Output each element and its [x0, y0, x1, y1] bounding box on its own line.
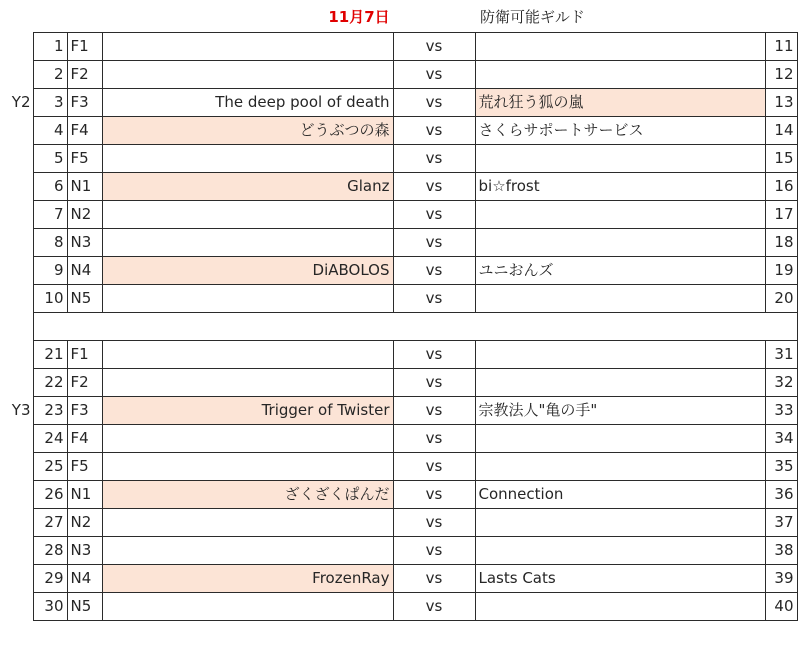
- opponent-number-cell: 39: [765, 565, 797, 593]
- position-cell: N2: [67, 509, 102, 537]
- right-guild-cell[interactable]: [475, 509, 765, 537]
- match-number-cell: 9: [33, 257, 67, 285]
- left-guild-cell[interactable]: [102, 201, 393, 229]
- opponent-number-cell: 34: [765, 425, 797, 453]
- position-cell: N4: [67, 257, 102, 285]
- right-guild-cell[interactable]: [475, 145, 765, 173]
- match-number-cell: 29: [33, 565, 67, 593]
- vs-cell: vs: [393, 229, 475, 257]
- vs-cell: vs: [393, 117, 475, 145]
- vs-cell: vs: [393, 173, 475, 201]
- right-guild-cell[interactable]: 宗教法人"亀の手": [475, 397, 765, 425]
- left-guild-cell[interactable]: [102, 229, 393, 257]
- group-label-cell: [0, 425, 33, 453]
- right-guild-cell[interactable]: [475, 33, 765, 61]
- group-label-cell: [0, 341, 33, 369]
- opponent-number-cell: 19: [765, 257, 797, 285]
- right-guild-cell[interactable]: [475, 285, 765, 313]
- position-cell: F3: [67, 89, 102, 117]
- left-guild-cell[interactable]: [102, 537, 393, 565]
- trailing-cell: [797, 481, 806, 509]
- vs-cell: vs: [393, 201, 475, 229]
- match-number-cell: 6: [33, 173, 67, 201]
- date-header: 11月7日: [328, 8, 390, 26]
- right-guild-cell[interactable]: [475, 229, 765, 257]
- position-cell: N5: [67, 593, 102, 621]
- match-number-cell: 5: [33, 145, 67, 173]
- position-cell: N3: [67, 537, 102, 565]
- group-label-cell: [0, 33, 33, 61]
- opponent-number-cell: 12: [765, 61, 797, 89]
- table-row: [0, 537, 806, 565]
- trailing-cell: [797, 425, 806, 453]
- opponent-number-cell: 35: [765, 453, 797, 481]
- right-guild-cell[interactable]: [475, 61, 765, 89]
- match-number-cell: 25: [33, 453, 67, 481]
- trailing-cell: [797, 565, 806, 593]
- guild-header: 防衛可能ギルド: [480, 8, 585, 26]
- group-label-cell: [0, 453, 33, 481]
- position-cell: F4: [67, 117, 102, 145]
- position-cell: N4: [67, 565, 102, 593]
- table-row: [0, 61, 806, 89]
- table-row: [0, 453, 806, 481]
- table-row: [0, 173, 806, 201]
- vs-cell: vs: [393, 145, 475, 173]
- trailing-cell: [797, 341, 806, 369]
- left-guild-cell[interactable]: [102, 341, 393, 369]
- left-guild-cell[interactable]: FrozenRay: [102, 565, 393, 593]
- left-guild-cell[interactable]: [102, 61, 393, 89]
- vs-cell: vs: [393, 509, 475, 537]
- position-cell: N1: [67, 481, 102, 509]
- trailing-cell: [797, 229, 806, 257]
- left-guild-cell[interactable]: [102, 285, 393, 313]
- left-guild-cell[interactable]: [102, 425, 393, 453]
- vs-cell: vs: [393, 397, 475, 425]
- trailing-cell: [797, 89, 806, 117]
- opponent-number-cell: 16: [765, 173, 797, 201]
- table-row: [0, 145, 806, 173]
- match-number-cell: 4: [33, 117, 67, 145]
- right-guild-cell[interactable]: Connection: [475, 481, 765, 509]
- table-row: [0, 201, 806, 229]
- trailing-cell: [797, 61, 806, 89]
- opponent-number-cell: 18: [765, 229, 797, 257]
- opponent-number-cell: 14: [765, 117, 797, 145]
- position-cell: F1: [67, 33, 102, 61]
- left-guild-cell[interactable]: ざくざくぱんだ: [102, 481, 393, 509]
- opponent-number-cell: 38: [765, 537, 797, 565]
- table-row: [0, 285, 806, 313]
- match-number-cell: 23: [33, 397, 67, 425]
- vs-cell: vs: [393, 33, 475, 61]
- position-cell: F5: [67, 453, 102, 481]
- right-guild-cell[interactable]: bi☆frost: [475, 173, 765, 201]
- left-guild-cell[interactable]: [102, 369, 393, 397]
- position-cell: F3: [67, 397, 102, 425]
- match-schedule-table: [0, 32, 806, 621]
- opponent-number-cell: 15: [765, 145, 797, 173]
- trailing-cell: [797, 453, 806, 481]
- right-guild-cell[interactable]: [475, 201, 765, 229]
- group-label-cell: [0, 537, 33, 565]
- opponent-number-cell: 20: [765, 285, 797, 313]
- table-row: [0, 565, 806, 593]
- vs-cell: vs: [393, 453, 475, 481]
- group-label-cell: [0, 229, 33, 257]
- separator-cell: [0, 313, 33, 341]
- group-label-cell: [0, 369, 33, 397]
- right-guild-cell[interactable]: [475, 593, 765, 621]
- trailing-cell: [797, 397, 806, 425]
- group-separator-row: [0, 313, 806, 341]
- group-label-cell: Y3: [11, 401, 31, 419]
- position-cell: N5: [67, 285, 102, 313]
- group-label-cell: [0, 61, 33, 89]
- group-label-cell: [0, 509, 33, 537]
- position-cell: F1: [67, 341, 102, 369]
- right-guild-cell[interactable]: [475, 369, 765, 397]
- match-number-cell: 22: [33, 369, 67, 397]
- left-guild-cell[interactable]: Glanz: [102, 173, 393, 201]
- table-row: [0, 509, 806, 537]
- trailing-cell: [797, 593, 806, 621]
- group-label-cell: [0, 593, 33, 621]
- match-number-cell: 27: [33, 509, 67, 537]
- match-number-cell: 2: [33, 61, 67, 89]
- position-cell: N1: [67, 173, 102, 201]
- trailing-cell: [797, 201, 806, 229]
- table-row: [0, 481, 806, 509]
- opponent-number-cell: 33: [765, 397, 797, 425]
- trailing-cell: [797, 33, 806, 61]
- group-label-cell: Y2: [11, 93, 31, 111]
- table-row: [0, 425, 806, 453]
- position-cell: F4: [67, 425, 102, 453]
- left-guild-cell[interactable]: [102, 593, 393, 621]
- match-number-cell: 21: [33, 341, 67, 369]
- position-cell: F2: [67, 61, 102, 89]
- match-number-cell: 26: [33, 481, 67, 509]
- group-label-cell: [0, 201, 33, 229]
- vs-cell: vs: [393, 593, 475, 621]
- trailing-cell: [797, 145, 806, 173]
- left-guild-cell[interactable]: Trigger of Twister: [102, 397, 393, 425]
- trailing-cell: [797, 537, 806, 565]
- position-cell: F5: [67, 145, 102, 173]
- trailing-cell: [797, 257, 806, 285]
- left-guild-cell[interactable]: [102, 453, 393, 481]
- vs-cell: vs: [393, 425, 475, 453]
- group-label-cell: [0, 481, 33, 509]
- left-guild-cell[interactable]: どうぶつの森: [102, 117, 393, 145]
- trailing-cell: [797, 117, 806, 145]
- trailing-cell: [797, 509, 806, 537]
- separator-cell: [797, 313, 806, 341]
- group-label-cell: [0, 285, 33, 313]
- vs-cell: vs: [393, 537, 475, 565]
- group-label-cell: [0, 145, 33, 173]
- vs-cell: vs: [393, 257, 475, 285]
- opponent-number-cell: 17: [765, 201, 797, 229]
- trailing-cell: [797, 285, 806, 313]
- match-number-cell: 24: [33, 425, 67, 453]
- right-guild-cell[interactable]: さくらサポートサービス: [475, 117, 765, 145]
- table-row: [0, 341, 806, 369]
- left-guild-cell[interactable]: [102, 33, 393, 61]
- opponent-number-cell: 32: [765, 369, 797, 397]
- opponent-number-cell: 13: [765, 89, 797, 117]
- opponent-number-cell: 40: [765, 593, 797, 621]
- group-label-cell: [0, 117, 33, 145]
- vs-cell: vs: [393, 89, 475, 117]
- right-guild-cell[interactable]: ユニおんズ: [475, 257, 765, 285]
- position-cell: N2: [67, 201, 102, 229]
- table-row: [0, 33, 806, 61]
- vs-cell: vs: [393, 565, 475, 593]
- opponent-number-cell: 37: [765, 509, 797, 537]
- vs-cell: vs: [393, 285, 475, 313]
- match-number-cell: 1: [33, 33, 67, 61]
- group-label-cell: [0, 173, 33, 201]
- table-row: [0, 117, 806, 145]
- position-cell: N3: [67, 229, 102, 257]
- right-guild-cell[interactable]: [475, 425, 765, 453]
- right-guild-cell[interactable]: [475, 537, 765, 565]
- table-row: [0, 369, 806, 397]
- vs-cell: vs: [393, 481, 475, 509]
- vs-cell: vs: [393, 61, 475, 89]
- match-number-cell: 10: [33, 285, 67, 313]
- left-guild-cell[interactable]: The deep pool of death: [102, 89, 393, 117]
- group-label-cell: [0, 565, 33, 593]
- right-guild-cell[interactable]: [475, 341, 765, 369]
- trailing-cell: [797, 173, 806, 201]
- vs-cell: vs: [393, 369, 475, 397]
- position-cell: F2: [67, 369, 102, 397]
- left-guild-cell[interactable]: DiABOLOS: [102, 257, 393, 285]
- table-row: [0, 257, 806, 285]
- opponent-number-cell: 36: [765, 481, 797, 509]
- match-number-cell: 28: [33, 537, 67, 565]
- table-row: [0, 593, 806, 621]
- match-number-cell: 8: [33, 229, 67, 257]
- opponent-number-cell: 31: [765, 341, 797, 369]
- opponent-number-cell: 11: [765, 33, 797, 61]
- left-guild-cell[interactable]: [102, 145, 393, 173]
- separator-cell: [33, 313, 797, 341]
- right-guild-cell[interactable]: Lasts Cats: [475, 565, 765, 593]
- vs-cell: vs: [393, 341, 475, 369]
- table-row: [0, 397, 806, 425]
- match-number-cell: 30: [33, 593, 67, 621]
- match-number-cell: 3: [33, 89, 67, 117]
- table-row: [0, 89, 806, 117]
- right-guild-cell[interactable]: [475, 453, 765, 481]
- match-number-cell: 7: [33, 201, 67, 229]
- table-row: [0, 229, 806, 257]
- right-guild-cell[interactable]: 荒れ狂う狐の嵐: [475, 89, 765, 117]
- left-guild-cell[interactable]: [102, 509, 393, 537]
- group-label-cell: [0, 257, 33, 285]
- trailing-cell: [797, 369, 806, 397]
